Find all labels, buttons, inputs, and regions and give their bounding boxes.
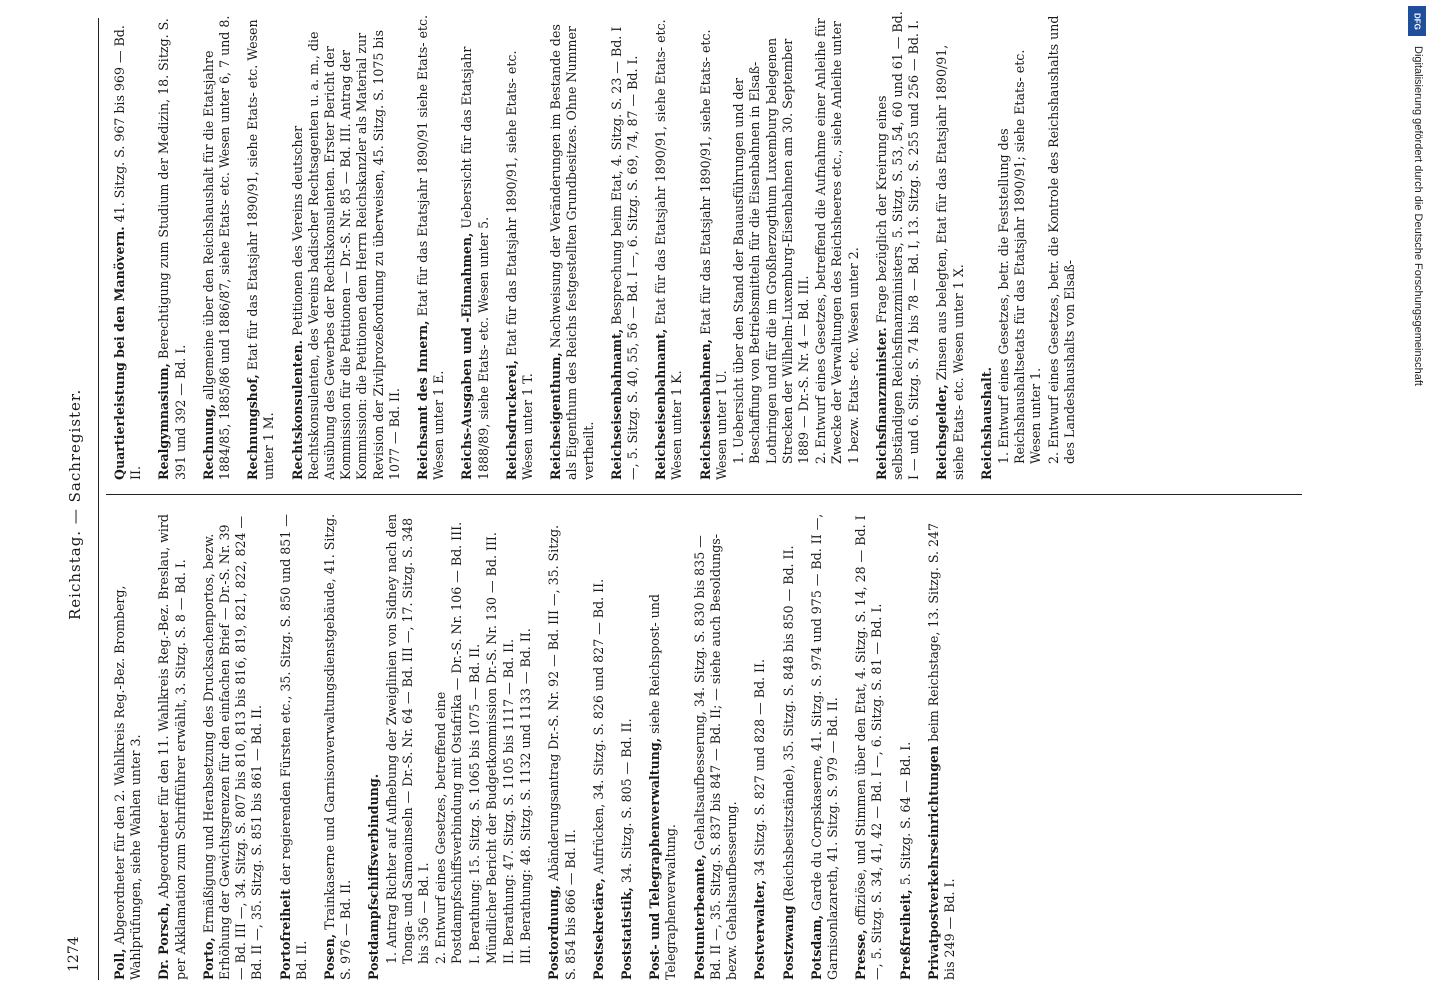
entry-body: Etat für das Etatsjahr 1890/91 siehe Etats- etc. Wesen unter 1 E. xyxy=(415,14,447,480)
right-column xyxy=(112,10,1302,480)
page-header xyxy=(0,0,108,1000)
register-entry xyxy=(647,510,679,980)
register-entry xyxy=(156,510,188,980)
register-entry xyxy=(692,510,741,980)
entry-heading: Preßfreiheit, xyxy=(897,889,913,980)
entry-heading: Postordnung, xyxy=(546,885,562,980)
entry-heading: Dr. Porsch, xyxy=(156,902,172,980)
entry-body: Etat für das Etatsjahr 1890/91, siehe Etats- etc. Wesen unter 1 M. xyxy=(245,19,277,480)
entry-subitem: 2. Entwurf eines Gesetzes, betr. die Kontrole des Reichshaushalts und des Landeshaushalts von Elsaß- xyxy=(1045,15,1077,464)
entry-subitem: 1. Antrag Richter auf Aufhebung der Zweiglinien von Sidney nach den Tonga- und Samoainseln — Dr.-S. Nr. 64 — Bd. III —, 17. Sitzg. S. 348 bis 356 — Bd. I. xyxy=(383,513,432,964)
register-entry xyxy=(112,510,144,980)
entry-body: 5. Sitzg. S. 64 — Bd. I. xyxy=(897,741,913,886)
entry-heading: Reichs-Ausgaben und -Einnahmen, xyxy=(459,232,475,480)
entry-heading: Reichseisenbahnen, xyxy=(697,338,713,480)
entry-body: Etat für das Etatsjahr 1890/91, siehe Etats- etc. Wesen unter 1 T. xyxy=(503,50,536,480)
register-entry xyxy=(459,10,491,480)
entry-body: 34. Sitzg. S. 805 — Bd. II. xyxy=(619,718,635,884)
register-entry xyxy=(781,510,797,980)
entry-heading: Reichshaushalt. xyxy=(978,366,994,480)
entry-subitem: II. Berathung: 47. Sitzg. S. 1105 bis 1117 — Bd. II. xyxy=(501,638,517,964)
register-entry xyxy=(609,10,641,480)
register-entry xyxy=(934,10,966,480)
column-divider xyxy=(106,494,1302,495)
entry-heading: Potsdam, xyxy=(808,914,824,980)
entry-body: Etat für das Etatsjahr 1890/91, siehe Etats- etc. Wesen unter 1 K. xyxy=(653,19,685,480)
entry-heading: Rechtskonsulenten. xyxy=(289,339,305,480)
entry-body: offiziöse, und Stimmen über den Etat, 4. Sitzg. S. 14, 28 — Bd. I —, 5. Sitzg. S. 34, 41, 42 — Bd. I —, 6. Sitzg. S. 81 — Bd. I. xyxy=(853,515,885,980)
entry-body: beim Reichstage, 13. Sitzg. S. 247 bis 249 — Bd. I. xyxy=(925,522,957,980)
entry-body: Berechtigung zum Studium der Medizin, 18. Sitzg. S. 391 und 392 — Bd. I. xyxy=(156,18,188,480)
entry-heading: Postdampfschiffsverbindung. xyxy=(366,773,382,980)
entry-subitem: III. Berathung: 48. Sitzg. S. 1132 und 1133 — Bd. II. xyxy=(518,628,534,964)
register-entry xyxy=(112,10,144,480)
entry-body: Frage bezüglich der Kreirung eines selbständigen Reichsfinanzministers, 5. Sitzg. S. 53, 54, 60 und 61 — Bd. I — und 6. Sitzg. S. 74 bis 78 — Bd. I, 13. Sitzg. S. 255 und 256 — Bd. I. xyxy=(873,11,922,480)
register-entry xyxy=(322,510,354,980)
entry-body: Zinsen aus belegten, Etat für das Etatsjahr 1890/91, siehe Etats- etc. Wesen unter 1 X. xyxy=(934,44,966,480)
register-entry xyxy=(366,510,534,980)
entry-heading: Postsekretäre, xyxy=(590,878,606,980)
entry-subitem: 1. Entwurf eines Gesetzes, betr. die Feststellung des Reichshaushaltsetats für das Etatsjahr 1890/91; siehe Etats- etc. Wesen unter 1. xyxy=(995,49,1044,464)
entry-body: Nachweisung der Veränderungen im Bestande des als Eigenthum des Reichs festgestellten Grundbesitzes. Ohne Nummer vertheilt. xyxy=(548,24,596,480)
entry-heading: Reichseisenbahnamt, xyxy=(608,328,624,480)
register-entry xyxy=(201,510,266,980)
page-number: 1274 xyxy=(66,936,82,972)
register-entry xyxy=(874,10,923,480)
entry-heading: Porto, xyxy=(200,937,216,980)
entry-body: 34 Sitzg. S. 827 und 828 — Bd. II. xyxy=(752,658,768,876)
entry-heading: Presse, xyxy=(853,929,869,980)
entry-heading: Reichsdruckerei, xyxy=(503,360,519,480)
entry-body: Etat für das Etatsjahr 1890/91, siehe Etats- etc. Wesen unter 1 U. xyxy=(697,29,729,480)
register-entry xyxy=(548,10,597,480)
register-entry xyxy=(619,510,635,980)
entry-body: 41. Sitzg. S. 967 bis 969 — Bd. II. xyxy=(112,25,144,480)
entry-body: Trainkaserne und Garnisonverwaltungsdienstgebäude, 41. Sitzg. S. 976 — Bd. II. xyxy=(322,513,354,980)
entry-heading: Reichsamt des Innern, xyxy=(415,320,431,480)
entry-body: siehe Reichspost- und Telegraphenverwaltung. xyxy=(647,594,679,980)
entry-heading: Postzwang xyxy=(780,905,796,980)
entry-heading: Quartierleistung bei den Manövern. xyxy=(112,226,127,480)
entry-heading: Reichseigenthum, xyxy=(548,352,564,480)
entry-heading: Poststatistik, xyxy=(619,887,635,980)
entry-body: Besprechung beim Etat, 4. Sitzg. S. 23 — Bd. I —, 5. Sitzg. S. 40, 55, 56 — Bd. I —, 6. Sitzg. S. 69, 74, 87 — Bd. I. xyxy=(608,26,641,480)
digitization-note: Digitalisierung gefördert durch die Deutsche Forschungsgemeinschaft xyxy=(1412,46,1424,386)
entry-heading: Posen, xyxy=(322,933,338,980)
register-entry xyxy=(926,510,958,980)
entry-body: (Reichsbesitzstände), 35. Sitzg. S. 848 bis 850 — Bd. II. xyxy=(780,545,796,902)
entry-heading: Reichseisenbahnamt, xyxy=(653,328,669,480)
entry-body: Gehaltsaufbesserung, 34. Sitzg. S. 830 bis 835 — Bd. II —, 35. Sitzg. S. 837 bis 847 — Bd. II; — siehe auch Besoldungs- bezw. Gehaltsaufbesserung. xyxy=(691,533,740,980)
header-rule xyxy=(98,18,99,980)
register-entry xyxy=(156,10,188,480)
entry-heading: Reichsfinanzminister. xyxy=(873,327,889,480)
entry-subitem: Mündlicher Bericht der Budgetkommission Dr.-S. Nr. 130 — Bd. III. xyxy=(483,532,499,964)
entry-body: allgemeine über den Reichshaushalt für die Etatsjahre 1884/85, 1885/86 und 1886/87, siehe Etats- etc. Wesen unter 6, 7 und 8. xyxy=(200,15,233,480)
entry-body: Petitionen des Vereins deutscher Rechtskonsulenten, des Vereins badischer Rechtsagenten u. a. m., die Ausübung des Gewerbes der Rechtskonsulenten. Erster Bericht der Kommission für die Petitionen — Dr.-S. Nr. 85 — Bd. III. Antrag der Kommission: die Petitionen dem Herrn Reichskanzler als Material zur Revision der Zivilprozeßordnung zu überweisen, 45. Sitzg. S. 1075 bis 1077 — Bd. II. xyxy=(289,30,402,480)
register-entry xyxy=(504,10,536,480)
entry-subitem: 2. Entwurf eines Gesetzes, betreffend eine Postdampfschiffsverbindung mit Ostafrika — Dr.-S. Nr. 106 — Bd. III. xyxy=(433,521,465,964)
register-entry xyxy=(979,10,1078,480)
entry-body: Abgeordneter für den 2. Wahlkreis Reg.-Bez. Bromberg, Wahlprüfungen, siehe Wahlen unter 3. xyxy=(112,585,144,980)
dfg-logo: DFG xyxy=(1408,6,1426,36)
entry-body: Aufrücken, 34. Sitzg. S. 826 und 827 — Bd. II. xyxy=(590,578,606,875)
entry-subitem: 2. Entwurf eines Gesetzes, betreffend die Aufnahme einer Anleihe für Zwecke der Verwaltungen des Reichsheeres etc., siehe Anleihe unter 1 bezw. Etats- etc. Wesen unter 2. xyxy=(813,18,861,464)
entry-heading: Rechnung, xyxy=(200,404,216,480)
register-entry xyxy=(245,10,277,480)
entry-body: der regierenden Fürsten etc., 35. Sitzg. S. 850 und 851 — Bd. II. xyxy=(277,514,309,980)
register-entry xyxy=(546,510,578,980)
entry-heading: Reichsgelder, xyxy=(934,384,950,480)
register-entry xyxy=(278,510,310,980)
entry-heading: Privatpostverkehrseinrichtungen xyxy=(925,745,941,980)
entry-body: Garde du Corpskaserne, 41. Sitzg. S. 974 und 975 — Bd. II —, Garnisonlazareth, 41. Sitzg. S. 979 — Bd. II. xyxy=(808,513,840,980)
entry-body: Uebersicht für das Etatsjahr 1888/89, siehe Etats- etc. Wesen unter 5. xyxy=(459,46,491,480)
register-entry xyxy=(653,10,685,480)
entry-heading: Rechnungshof, xyxy=(245,374,261,480)
register-entry xyxy=(752,510,768,980)
register-entry xyxy=(290,10,403,480)
entry-body: Ermäßigung und Herabsetzung des Drucksachenportos, bezw. Erhöhung der Gewichtsgrenzen für den einfachen Brief — Dr.-S. Nr. 39 — Bd. III —, 34. Sitzg. S. 807 bis 810, 813 bis 816, 819, 821, 822, 824 — Bd. II —, 35. Sitzg. S. 851 bis 861 — Bd. II. xyxy=(200,515,265,980)
register-entry xyxy=(591,510,607,980)
entry-heading: Poll, xyxy=(112,948,127,980)
register-entry xyxy=(809,510,841,980)
register-entry xyxy=(201,10,233,480)
running-title: Reichstag. — Sachregister. xyxy=(66,388,84,620)
register-entry xyxy=(415,10,447,480)
register-entry xyxy=(898,510,914,980)
register-entry xyxy=(853,510,885,980)
entry-subitem: I. Berathung: 15. Sitzg. S. 1065 bis 1075 — Bd. II. xyxy=(466,643,482,964)
entry-heading: Realgymnasium, xyxy=(156,363,172,480)
entry-heading: Post- und Telegraphenverwaltung, xyxy=(647,737,663,980)
left-column xyxy=(112,510,1302,980)
dfg-footer xyxy=(1400,6,1426,606)
entry-heading: Postunterbeamte, xyxy=(691,854,707,980)
entry-body: Abänderungsantrag Dr.-S. Nr. 92 — Bd. III —, 35. Sitzg. S. 854 bis 866 — Bd. II. xyxy=(546,524,578,980)
register-entry xyxy=(698,10,862,480)
entry-heading: Postverwalter, xyxy=(752,879,768,980)
entry-subitem: 1. Uebersicht über den Stand der Bauausführungen und der Beschaffung von Betriebsmitteln für die Eisenbahnen in Elsaß-Lothringen und für die im Großherzogthum Luxemburg belegenen Strecken der Wilhelm-Luxemburg-Eisenbahnen am 30. September 1889 — Dr.-S. Nr. 4 — Bd. III. xyxy=(731,37,811,464)
entry-heading: Portofreiheit xyxy=(277,888,293,980)
entry-body: Abgeordneter für den 11. Wahlkreis Reg.-Bez. Breslau, wird per Akklamation zum Schriftführer erwählt, 3. Sitzg. S. 8 — Bd. I. xyxy=(156,514,188,980)
